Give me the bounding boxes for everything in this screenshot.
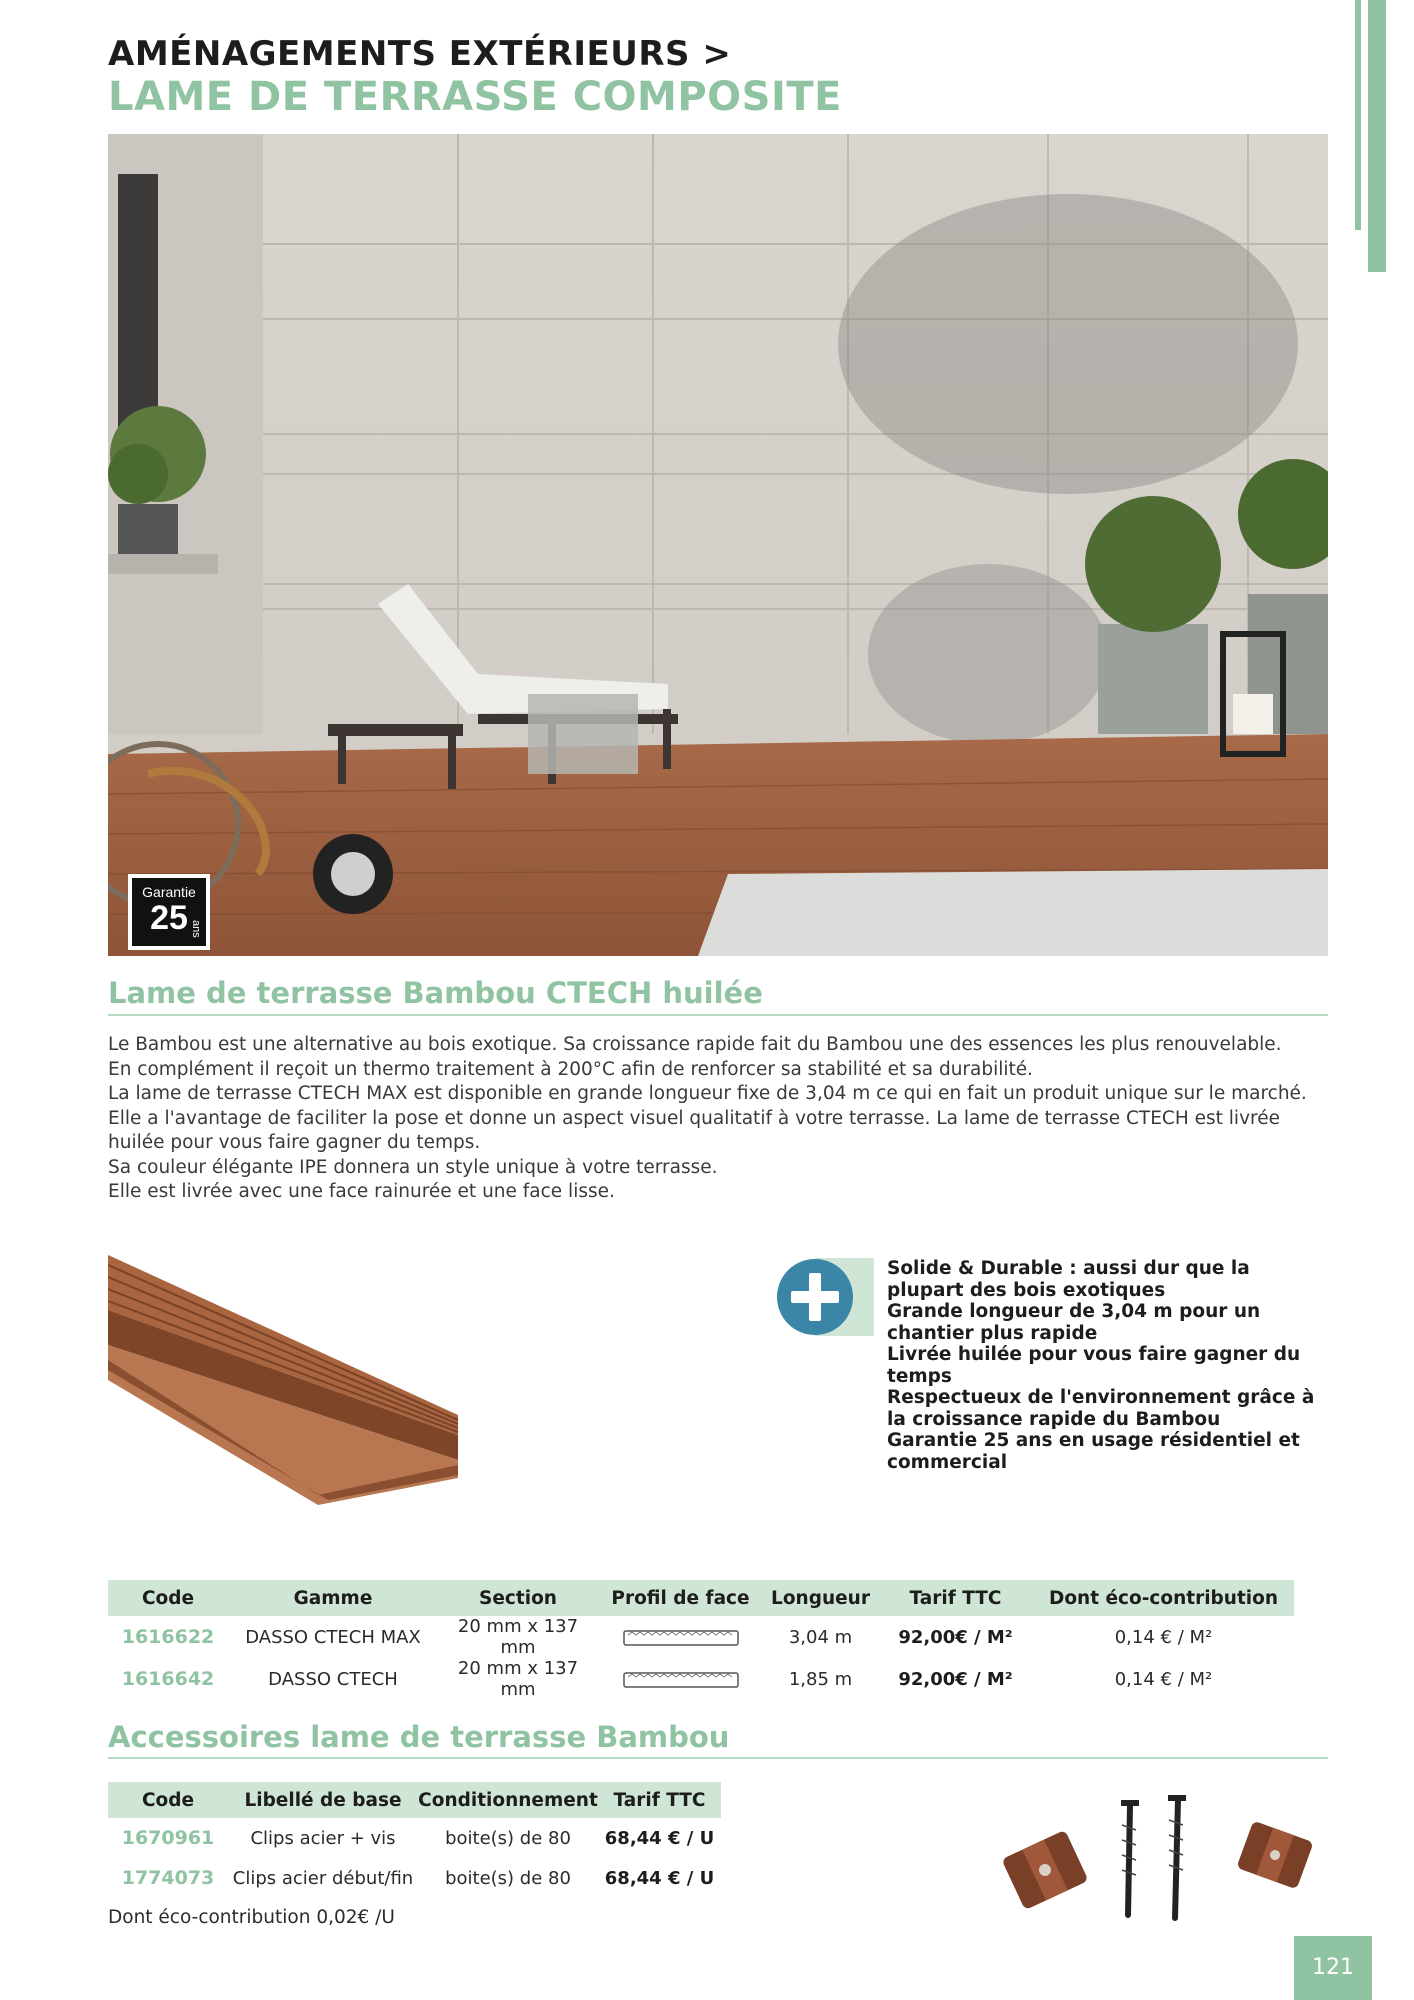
- terrace-photo: [108, 134, 1328, 956]
- accessories-table: [108, 1782, 721, 1898]
- product-heading: Lame de terrasse Bambou CTECH huilée: [108, 976, 763, 1010]
- terrace-scene-illustration: [108, 134, 1328, 956]
- deck-board-image: [108, 1250, 468, 1510]
- product-range: DASSO CTECH MAX: [245, 1626, 421, 1648]
- feature-item: Grande longueur de 3,04 m pour un chantier plus rapide: [887, 1301, 1261, 1344]
- clips-screws-image: [990, 1790, 1330, 1940]
- column-header: Gamme: [228, 1580, 438, 1616]
- heading-divider: [108, 1014, 1328, 1016]
- product-length: 1,85 m: [788, 1668, 853, 1690]
- accessory-packaging: boite(s) de 80: [445, 1867, 571, 1889]
- plus-icon-graphic: [777, 1258, 874, 1336]
- eco-contribution: 0,14 € / M²: [1114, 1626, 1213, 1648]
- product-code: 1616642: [121, 1668, 215, 1690]
- product-range: DASSO CTECH: [268, 1668, 398, 1690]
- description-line: En complément il reçoit un thermo traitement à 200°C afin de renforcer sa stabilité et sa durabilité.: [108, 1058, 1034, 1080]
- accessories-heading: Accessoires lame de terrasse Bambou: [108, 1720, 730, 1754]
- face-profile: [598, 1658, 763, 1700]
- plus-icon: [777, 1258, 874, 1336]
- table-row: [108, 1818, 721, 1858]
- warranty-badge-unit: ans: [190, 920, 202, 938]
- description-line: Sa couleur élégante IPE donnera un style unique à votre terrasse.: [108, 1156, 718, 1178]
- product-table: [108, 1580, 1294, 1700]
- column-header: Section: [438, 1580, 598, 1616]
- column-header: Dont éco-contribution: [1033, 1580, 1294, 1616]
- page-title: LAME DE TERRASSE COMPOSITE: [108, 74, 842, 120]
- face-profile: [598, 1616, 763, 1658]
- deck-board-illustration: [108, 1250, 468, 1510]
- column-header: Code: [108, 1782, 228, 1818]
- product-price: 92,00€ / M²: [898, 1668, 1013, 1690]
- accessory-code: 1670961: [121, 1827, 215, 1849]
- product-description: [108, 1033, 1328, 1205]
- column-header: Profil de face: [598, 1580, 763, 1616]
- clips-screws-illustration: [990, 1790, 1330, 1940]
- feature-item: Garantie 25 ans en usage résidentiel et commercial: [887, 1430, 1300, 1473]
- profile-icon: [622, 1628, 740, 1648]
- features-list: [887, 1258, 1327, 1473]
- product-code: 1616622: [121, 1626, 215, 1648]
- accessory-packaging: boite(s) de 80: [445, 1827, 571, 1849]
- table-row: [108, 1858, 721, 1898]
- column-header: Longueur: [763, 1580, 878, 1616]
- decorative-side-bar: [1368, 0, 1386, 272]
- feature-item: Solide & Durable : aussi dur que la plupart des bois exotiques: [887, 1258, 1250, 1301]
- column-header: Libellé de base: [228, 1782, 418, 1818]
- accessory-label: Clips acier + vis: [250, 1827, 396, 1849]
- column-header: Tarif TTC: [598, 1782, 721, 1818]
- product-price: 92,00€ / M²: [898, 1626, 1013, 1648]
- product-section: 20 mm x 137 mm: [457, 1658, 579, 1700]
- accessory-label: Clips acier début/fin: [232, 1867, 414, 1889]
- eco-contribution-note: Dont éco-contribution 0,02€ /U: [108, 1907, 395, 1928]
- accessory-price: 68,44 € / U: [604, 1827, 715, 1849]
- warranty-badge-years: 25: [150, 899, 188, 937]
- warranty-badge-label: Garantie: [142, 884, 196, 900]
- accessory-price: 68,44 € / U: [604, 1867, 715, 1889]
- eco-contribution: 0,14 € / M²: [1114, 1668, 1213, 1690]
- warranty-badge: [128, 874, 210, 950]
- accessories-divider: [108, 1757, 1328, 1759]
- profile-icon: [622, 1670, 740, 1690]
- page-number: 121: [1294, 1936, 1372, 2000]
- table-row: [108, 1616, 1294, 1658]
- description-line: Elle est livrée avec une face rainurée et une face lisse.: [108, 1181, 615, 1202]
- column-header: Code: [108, 1580, 228, 1616]
- description-line: Elle a l'avantage de faciliter la pose et donne un aspect visuel qualitatif à votre terrasse. La lame de terrasse CTECH est livrée huilée pour vous faire gagner du temps.: [108, 1107, 1280, 1153]
- section-kicker: AMÉNAGEMENTS EXTÉRIEURS >: [108, 34, 732, 74]
- accessory-code: 1774073: [121, 1867, 215, 1889]
- description-line: La lame de terrasse CTECH MAX est disponible en grande longueur fixe de 3,04 m ce qui en fait un produit unique sur le marché.: [108, 1083, 1307, 1104]
- column-header: Conditionnement: [418, 1782, 598, 1818]
- decorative-side-bar-thin: [1355, 0, 1361, 230]
- product-length: 3,04 m: [788, 1626, 853, 1648]
- feature-item: Respectueux de l'environnement grâce à la croissance rapide du Bambou: [887, 1387, 1315, 1430]
- description-line: Le Bambou est une alternative au bois exotique. Sa croissance rapide fait du Bambou une des essences les plus renouvelable.: [108, 1034, 1282, 1055]
- product-section: 20 mm x 137 mm: [457, 1616, 579, 1658]
- column-header: Tarif TTC: [878, 1580, 1033, 1616]
- table-header-row: [108, 1782, 721, 1818]
- table-row: [108, 1658, 1294, 1700]
- table-header-row: [108, 1580, 1294, 1616]
- feature-item: Livrée huilée pour vous faire gagner du temps: [887, 1344, 1301, 1387]
